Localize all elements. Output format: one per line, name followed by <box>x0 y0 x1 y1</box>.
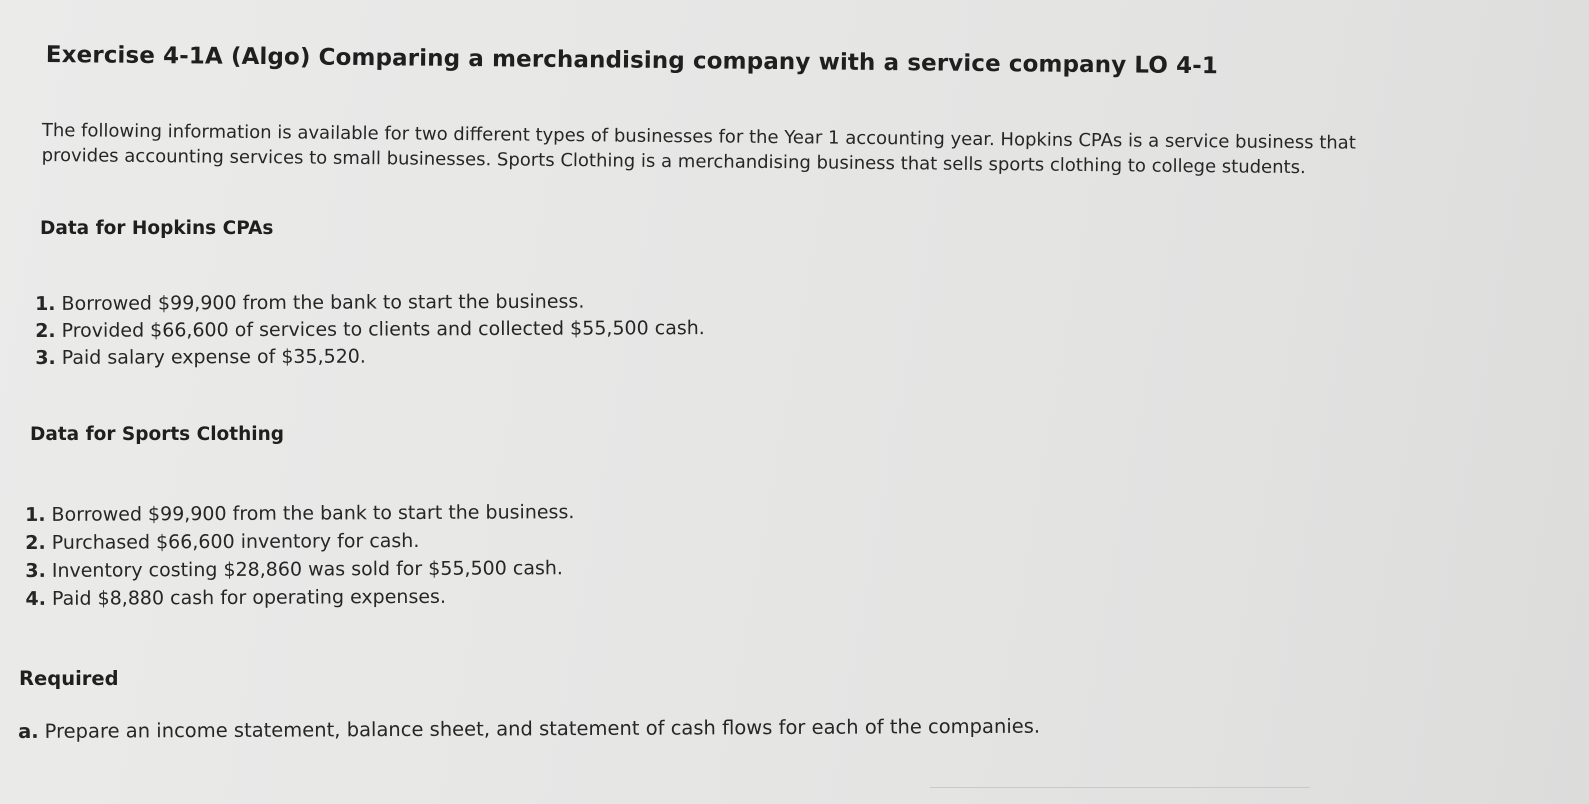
hopkins-heading: Data for Hopkins CPAs <box>40 218 274 239</box>
divider <box>930 787 1310 788</box>
list-item <box>35 315 705 345</box>
item-text: Provided $66,600 of services to clients and collected $55,500 cash. <box>61 317 705 342</box>
item-number: a. <box>18 719 39 743</box>
item-number: 1. <box>35 292 56 315</box>
sports-heading: Data for Sports Clothing <box>30 424 285 445</box>
item-text: Prepare an income statement, balance sheet, and statement of cash flows for each of the companies. <box>44 714 1041 743</box>
list-item <box>25 554 574 585</box>
sports-list <box>25 498 575 613</box>
item-text: Borrowed $99,900 from the bank to start the business. <box>51 501 575 526</box>
item-text: Paid $8,880 cash for operating expenses. <box>51 585 447 610</box>
list-item <box>25 526 574 557</box>
intro-paragraph: The following information is available for two different types of businesses for the Year 1 accounting year. Hopkins CPAs is a service business that provides accounting services to small businesses. Sports Clothing is a merchandising business that sells sports clothing to college students. <box>41 119 1356 179</box>
required-heading: Required <box>19 667 119 690</box>
list-item <box>25 498 574 529</box>
item-number: 3. <box>35 346 56 369</box>
item-number: 2. <box>35 319 56 342</box>
exercise-title: Exercise 4-1A (Algo) Comparing a merchandising company with a service company LO 4-1 <box>45 42 1219 80</box>
item-number: 2. <box>25 531 46 554</box>
hopkins-list <box>35 288 705 372</box>
list-item <box>35 342 705 372</box>
list-item <box>35 288 705 318</box>
item-text: Borrowed $99,900 from the bank to start the business. <box>61 290 585 315</box>
item-text: Purchased $66,600 inventory for cash. <box>51 529 420 554</box>
item-text: Inventory costing $28,860 was sold for $55,500 cash. <box>51 557 563 582</box>
item-text: Paid salary expense of $35,520. <box>61 345 366 369</box>
required-item <box>18 715 1040 743</box>
item-number: 4. <box>25 587 47 610</box>
item-number: 3. <box>25 559 46 582</box>
list-item <box>25 582 574 613</box>
item-number: 1. <box>25 503 46 526</box>
